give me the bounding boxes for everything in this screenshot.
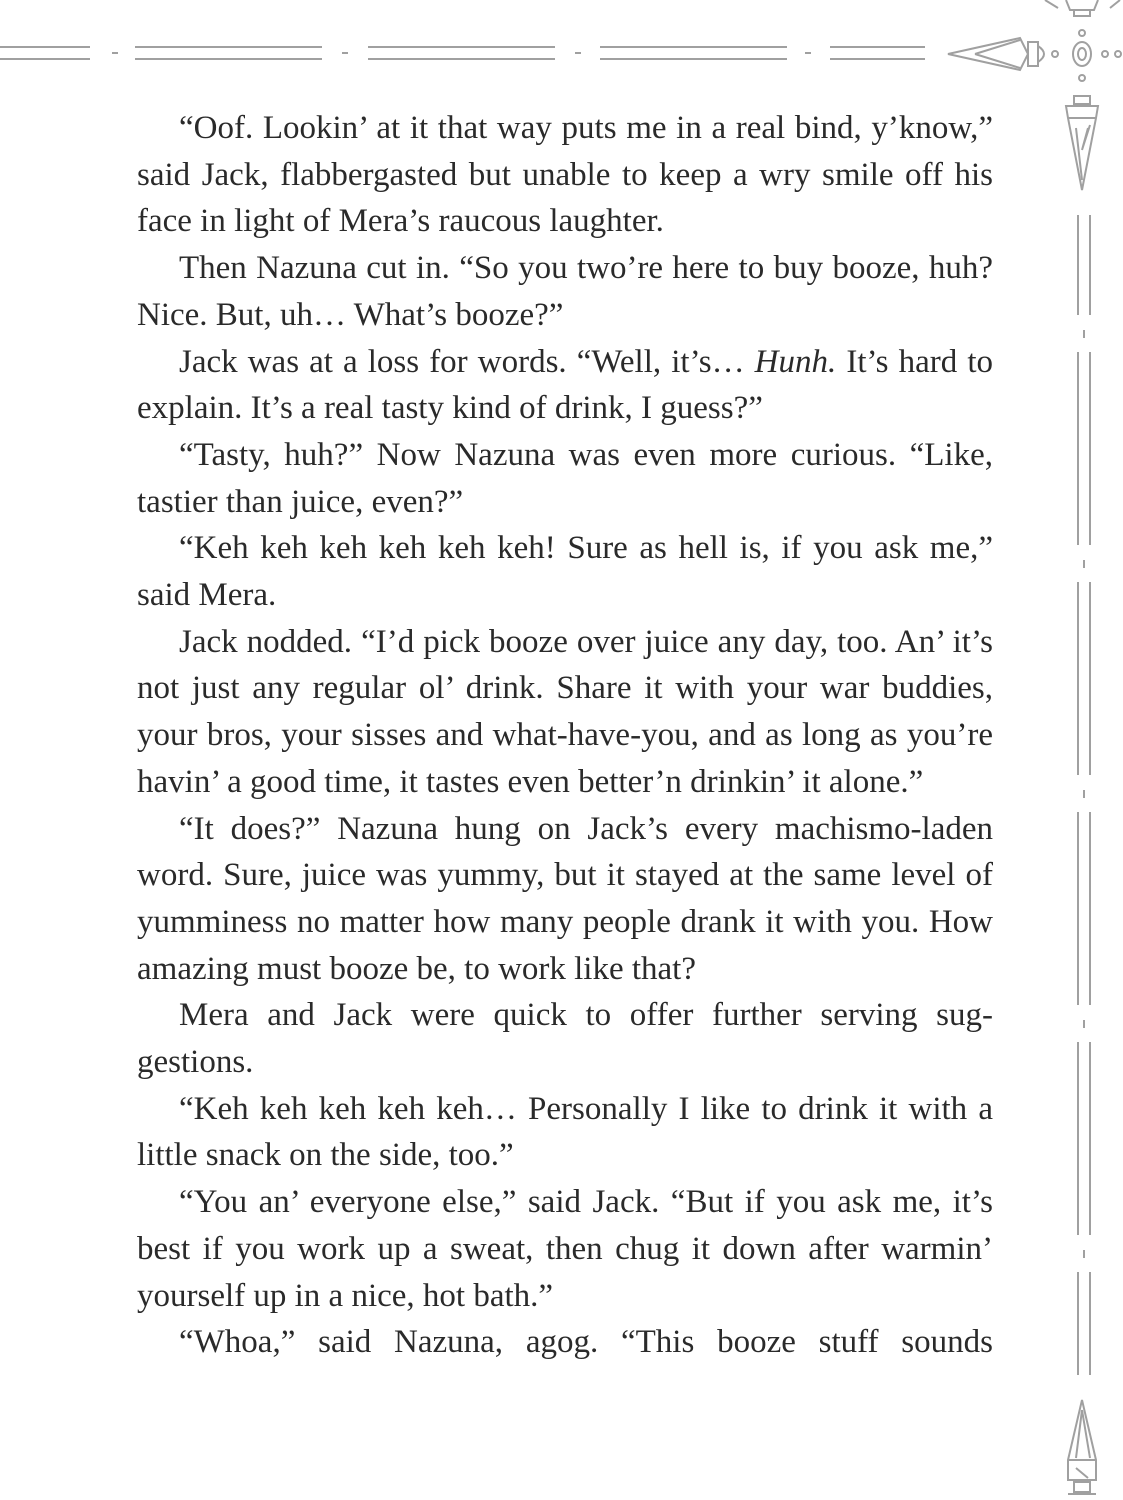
paragraph: “Oof. Lookin’ at it that way puts me in a real bind, y’know,” said Jack, flabbergasted but unable to keep a wry smile off his face in light of Mera’s raucous laughter. xyxy=(137,110,993,240)
paragraph: “Whoa,” said Nazuna, agog. “This booze stuff sounds xyxy=(179,1324,993,1361)
crystal-pendant-icon xyxy=(1045,0,1120,16)
right-border-rule xyxy=(1078,215,1090,1375)
paragraph-text: It’s hard to explain. It’s a real tasty kind of drink, I guess?” xyxy=(137,343,993,427)
top-border-rule xyxy=(0,47,925,59)
crystal-pendant-icon xyxy=(1068,1400,1096,1494)
paragraph: “It does?” Nazuna hung on Jack’s every machismo-laden word. Sure, juice was yummy, but it stayed at the same level of yumminess no matter how many people drank it with you. How amazing must booze be, to work like that? xyxy=(137,810,993,987)
crystal-pendant-icon xyxy=(1066,96,1098,190)
paragraph: Jack nodded. “I’d pick booze over juice any day, too. An’ it’s not just any regular ol’ drink. Share it with your war buddies, your bros, your sisses and what-have-you, and as long as you’re havin’ a good time, it tastes even better’n drinkin’ it alone.” xyxy=(137,623,993,800)
paragraph: “Tasty, huh?” Now Nazuna was even more curious. “Like, tastier than juice, even?” xyxy=(137,436,993,520)
paragraph: “You an’ everyone else,” said Jack. “But if you ask me, it’s best if you work up a sweat, then chug it down after warmin’ yourself up in a nice, hot bath.” xyxy=(137,1184,993,1314)
arrowhead-icon xyxy=(948,38,1058,70)
paragraph: Then Nazuna cut in. “So you two’re here to buy booze, huh? Nice. But, uh… What’s booze?” xyxy=(137,250,993,333)
paragraph: Mera and Jack were quick to offer further serving sug-gestions. xyxy=(137,997,993,1081)
ring-icon xyxy=(1073,30,1121,81)
paragraph: “Keh keh keh keh keh… Personally I like to drink it with a little snack on the side, too.” xyxy=(137,1090,993,1174)
paragraph-text: Jack was at a loss for words. “Well, it’s… xyxy=(179,343,755,380)
paragraph: “Keh keh keh keh keh keh! Sure as hell is, if you ask me,” said Mera. xyxy=(137,530,993,614)
paragraph xyxy=(137,339,993,432)
emphasis-text: Hunh. xyxy=(754,343,837,380)
body-text xyxy=(137,105,993,1366)
